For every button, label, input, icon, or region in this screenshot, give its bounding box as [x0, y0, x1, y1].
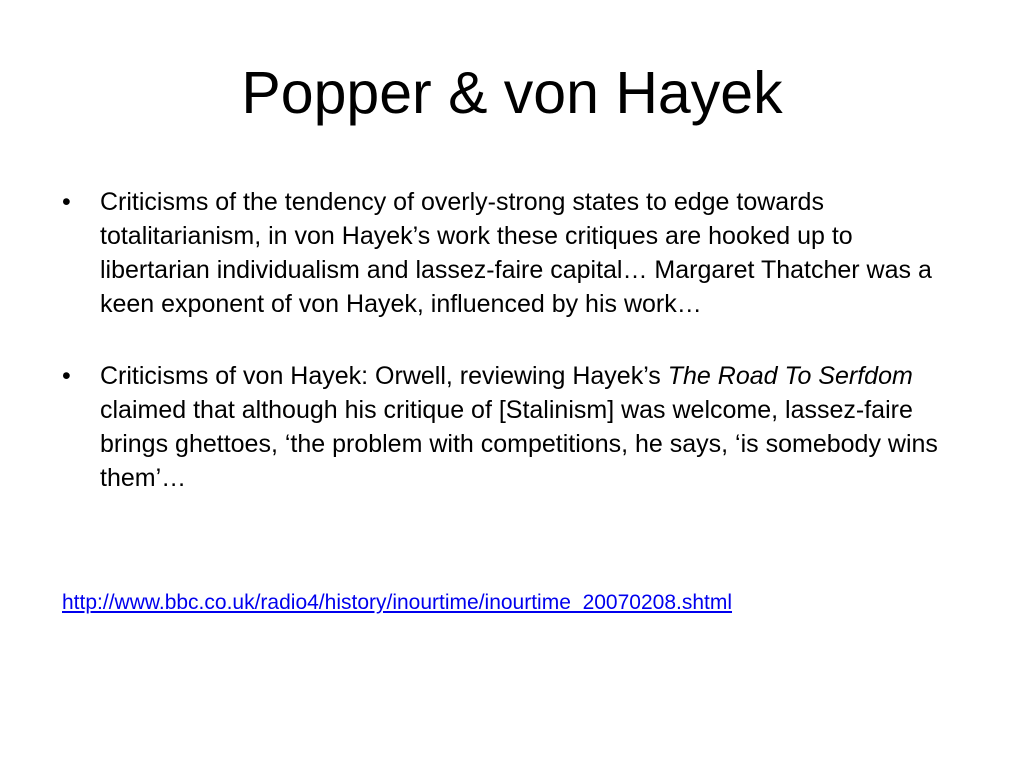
book-title: The Road To Serfdom [667, 362, 913, 390]
bullet-text: Criticisms of the tendency of overly-strong states to edge towards totalitarianism, in von Hayek’s work these critiques are hooked up to libertarian individualism and lassez-faire capital… Margaret Thatcher was a keen exponent of von Hayek, influenced by his work… [100, 188, 932, 318]
bullet-text-before: Criticisms of von Hayek: Orwell, reviewing Hayek’s [100, 362, 668, 390]
source-link[interactable]: http://www.bbc.co.uk/radio4/history/inourtime/inourtime_20070208.shtml [62, 591, 733, 614]
source-link-line [62, 588, 732, 618]
bullet-list [62, 185, 962, 533]
bullet-text-after: claimed that although his critique of [Stalinism] was welcome, lassez-faire brings ghettoes, ‘the problem with competitions, he says, ‘is somebody wins them’… [100, 396, 938, 492]
slide-title: Popper & von Hayek [241, 60, 783, 126]
bullet-marker: • [62, 362, 71, 390]
bullet-marker: • [62, 188, 71, 216]
bullet-item [62, 359, 962, 495]
bullet-item [62, 185, 962, 321]
